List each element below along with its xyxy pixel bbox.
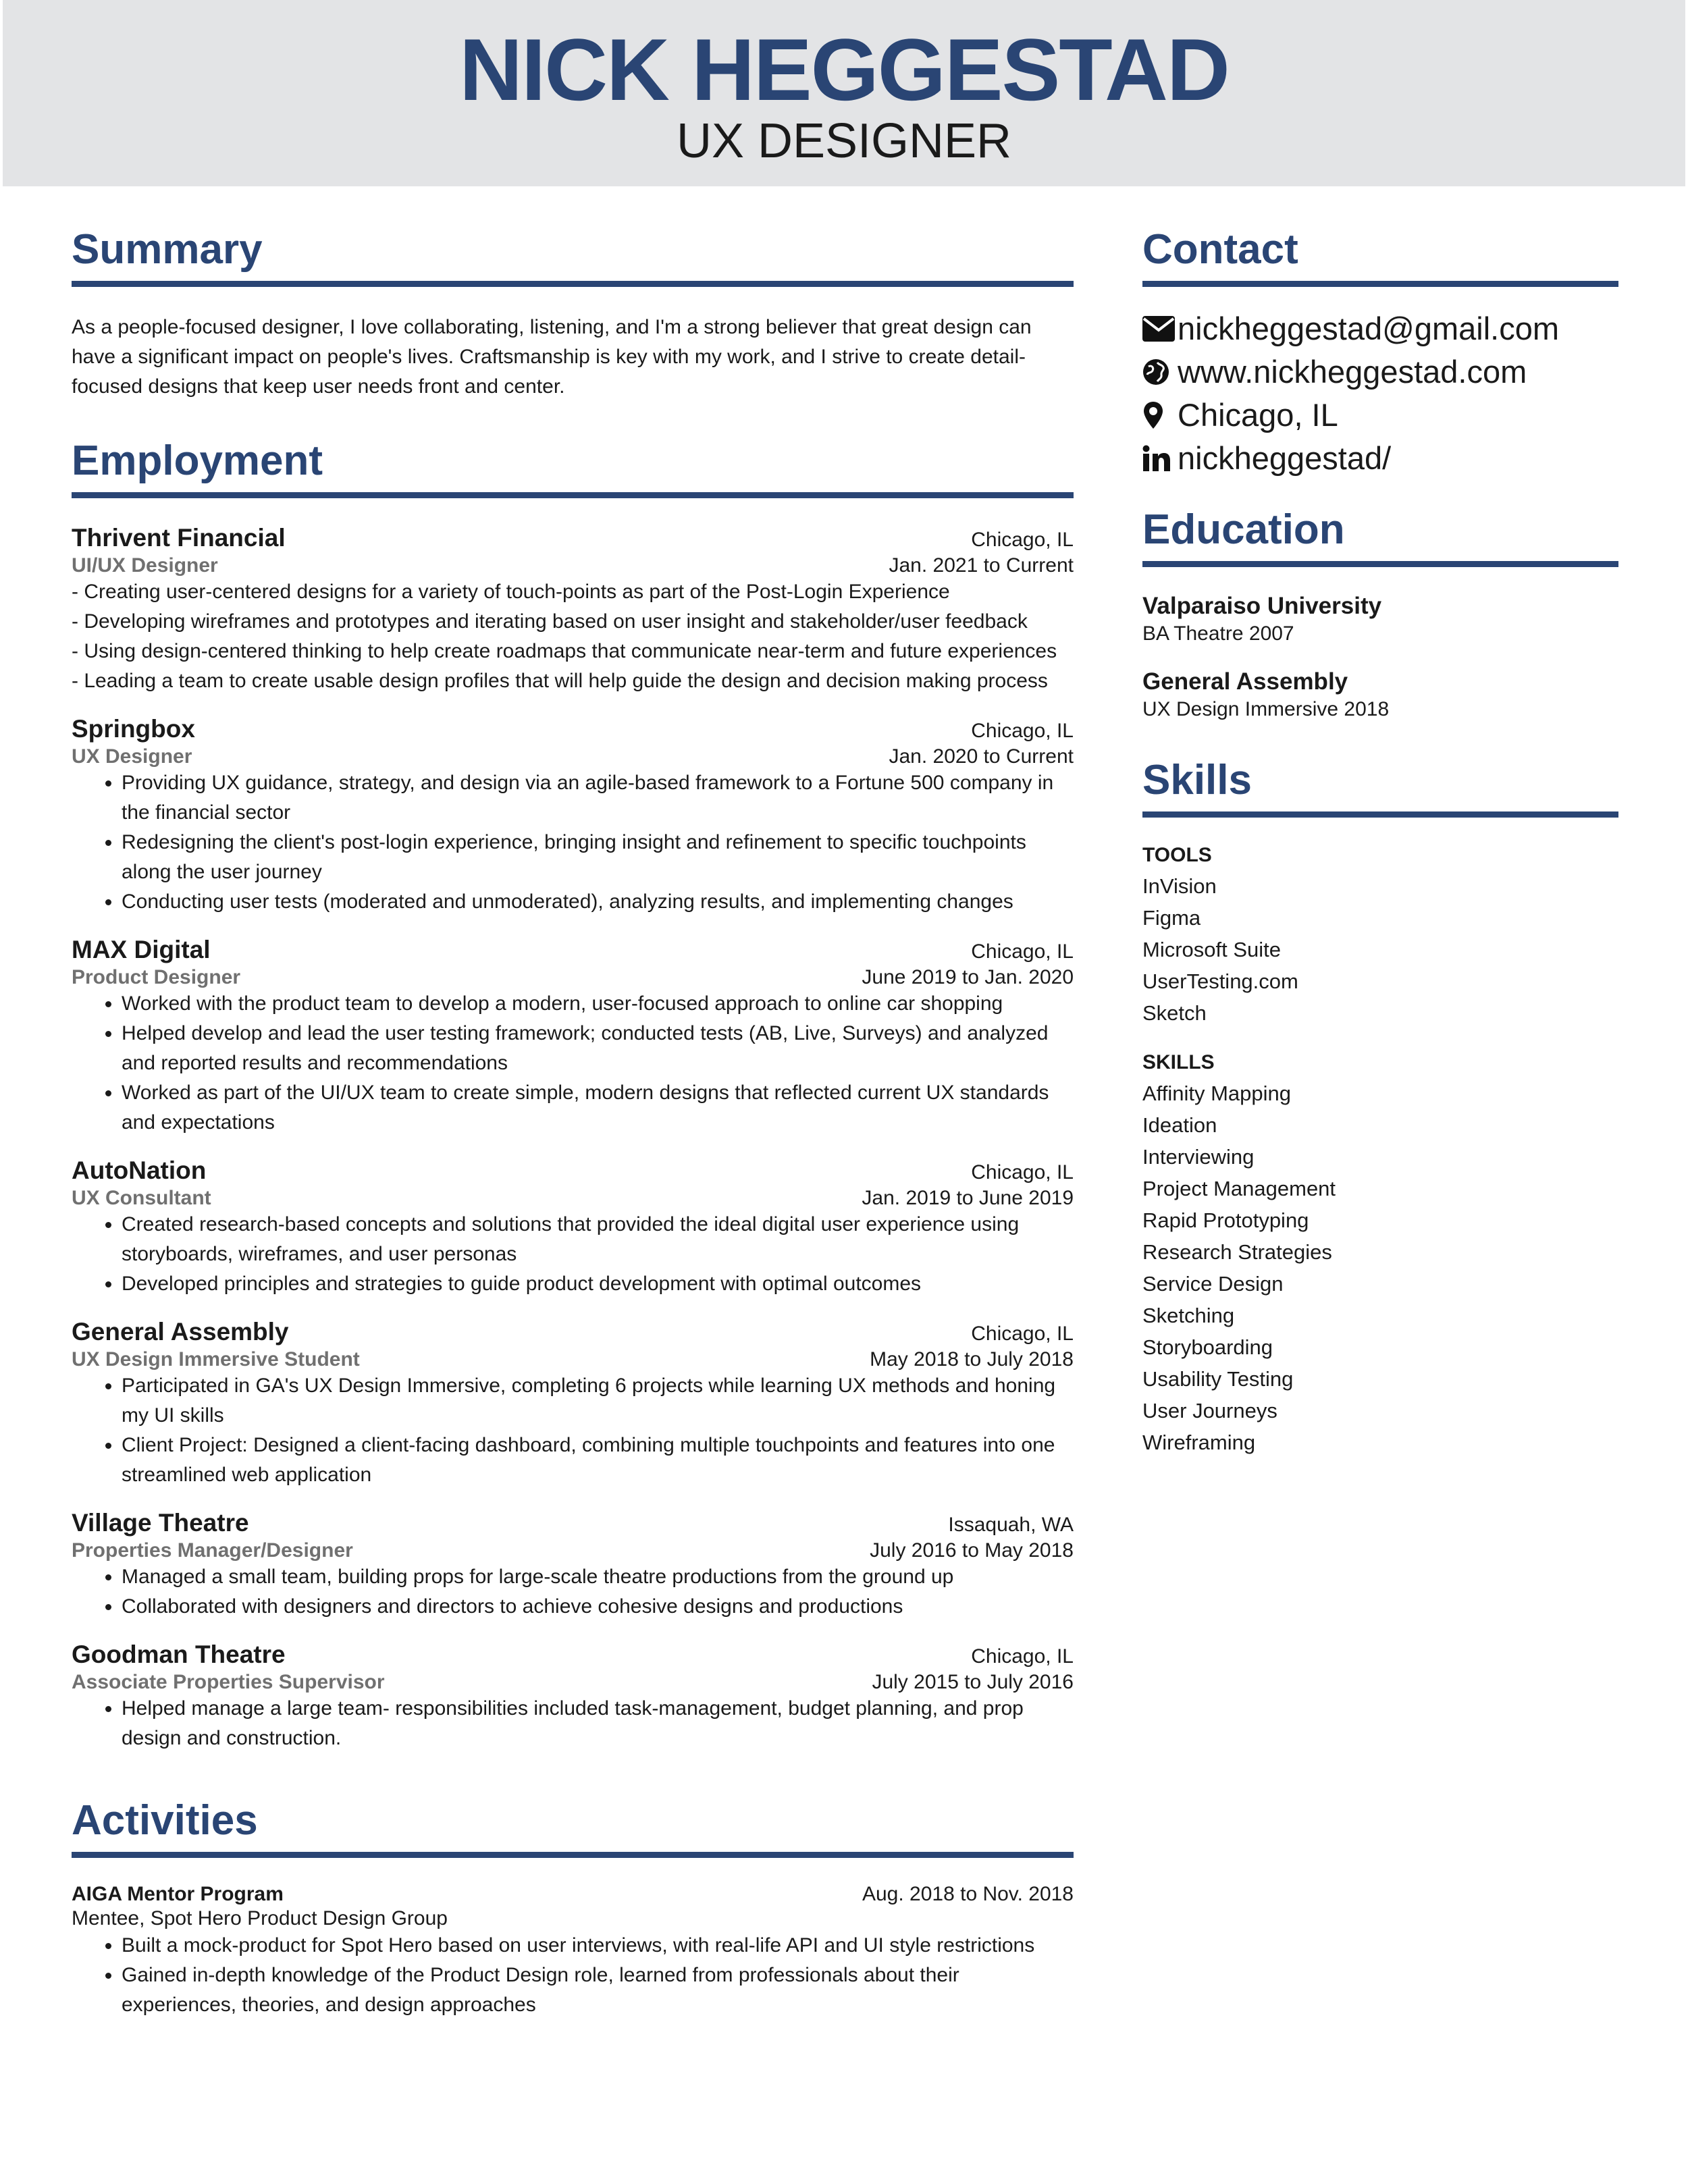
company-name: MAX Digital <box>72 936 211 963</box>
job-entry <box>72 1641 1074 1753</box>
contact-website[interactable] <box>1142 350 1618 394</box>
school-name: Valparaiso University <box>1142 593 1382 619</box>
job-title: UX Design Immersive Student <box>72 1348 360 1370</box>
job-entry <box>72 1509 1074 1622</box>
job-dates: June 2019 to Jan. 2020 <box>862 966 1074 988</box>
skills-group <box>1142 1048 1618 1458</box>
employment-title: Employment <box>72 437 323 484</box>
list-item: • Worked with the product team to develop a modern, user-focused approach to online car shopping <box>122 989 1074 1019</box>
degree-text: UX Design Immersive 2018 <box>1142 698 1390 720</box>
job-list <box>72 524 1074 1753</box>
activity-role: Mentee, Spot Hero Product Design Group <box>72 1907 448 1929</box>
skill-item: Affinity Mapping <box>1142 1082 1291 1105</box>
job-dates: July 2016 to May 2018 <box>870 1539 1074 1562</box>
list-item: - Using design-centered thinking to help create roadmaps that communicate near-term and future experiences <box>72 640 1057 662</box>
job-subheader-row <box>72 1187 1074 1210</box>
tools-list <box>1142 870 1618 1029</box>
skill-item: UserTesting.com <box>1142 969 1298 993</box>
skills-list <box>1142 1077 1618 1458</box>
envelope-icon <box>1142 311 1178 346</box>
summary-section <box>72 223 1074 402</box>
tools-group <box>1142 841 1618 1029</box>
email-link[interactable]: nickheggestad@gmail.com <box>1178 311 1559 346</box>
skill-item: Storyboarding <box>1142 1335 1273 1359</box>
company-name: AutoNation <box>72 1156 207 1184</box>
job-title: UI/UX Designer <box>72 554 218 577</box>
company-name: General Assembly <box>72 1318 289 1346</box>
company-name: Goodman Theatre <box>72 1641 286 1668</box>
education-entry <box>1142 591 1618 647</box>
job-subheader-row <box>72 1671 1074 1694</box>
job-location: Chicago, IL <box>971 529 1074 551</box>
list-item: • Collaborated with designers and directors to achieve cohesive designs and productions <box>122 1592 1074 1622</box>
employment-section <box>72 434 1074 1753</box>
resume-header <box>3 0 1685 186</box>
list-item: • Created research-based concepts and solutions that provided the ideal digital user experience using storyboards, wireframes, and user personas <box>122 1210 1074 1269</box>
list-item: - Creating user-centered designs for a variety of touch-points as part of the Post-Login Experience <box>72 581 950 603</box>
skill-item: Sketch <box>1142 1001 1207 1025</box>
job-bullets <box>72 1371 1074 1490</box>
website-link[interactable]: www.nickheggestad.com <box>1178 354 1527 390</box>
list-item: • Helped develop and lead the user testing framework; conducted tests (AB, Live, Surveys) and analyzed and reported results and recommendations <box>122 1019 1074 1078</box>
list-item: • Conducting user tests (moderated and unmoderated), analyzing results, and implementing changes <box>122 887 1074 917</box>
list-item: • Client Project: Designed a client-facing dashboard, combining multiple touchpoints and features into one streamlined web application <box>122 1431 1074 1490</box>
contact-location <box>1142 394 1618 437</box>
list-item: • Managed a small team, building props for large-scale theatre productions from the ground up <box>122 1562 1074 1592</box>
list-item: • Built a mock-product for Spot Hero based on user interviews, with real-life API and UI style restrictions <box>122 1931 1074 1961</box>
job-entry <box>72 1156 1074 1299</box>
job-header-row <box>72 524 1074 554</box>
skill-item: Wireframing <box>1142 1431 1256 1454</box>
job-entry <box>72 1318 1074 1490</box>
contact-section <box>1142 223 1618 480</box>
job-duties <box>72 577 1074 696</box>
degree-text: BA Theatre 2007 <box>1142 622 1294 645</box>
job-dates: May 2018 to July 2018 <box>870 1348 1074 1370</box>
job-location: Chicago, IL <box>971 720 1074 742</box>
skill-item: Microsoft Suite <box>1142 938 1282 961</box>
globe-icon <box>1142 354 1178 390</box>
linkedin-icon <box>1142 441 1178 476</box>
contact-title: Contact <box>1142 226 1298 273</box>
job-bullets <box>72 989 1074 1138</box>
job-bullets <box>72 768 1074 917</box>
list-item: • Developed principles and strategies to guide product development with optimal outcomes <box>122 1269 1074 1299</box>
candidate-role: UX DESIGNER <box>676 114 1012 168</box>
contact-linkedin[interactable] <box>1142 437 1618 480</box>
section-divider <box>72 281 1074 287</box>
activity-name: AIGA Mentor Program <box>72 1883 284 1905</box>
section-divider <box>1142 811 1618 818</box>
job-title: Associate Properties Supervisor <box>72 1671 385 1693</box>
job-bullets <box>72 1694 1074 1753</box>
skill-item: User Journeys <box>1142 1399 1277 1422</box>
job-subheader-row <box>72 1539 1074 1562</box>
summary-title: Summary <box>72 226 263 273</box>
job-entry <box>72 524 1074 696</box>
skill-item: Figma <box>1142 906 1201 930</box>
skill-item: Interviewing <box>1142 1145 1255 1169</box>
candidate-name: NICK HEGGESTAD <box>459 20 1229 119</box>
list-item: • Providing UX guidance, strategy, and design via an agile-based framework to a Fortune 500 company in the financial sector <box>122 768 1074 828</box>
job-subheader-row <box>72 554 1074 577</box>
list-item: - Leading a team to create usable design profiles that will help guide the design and decision making process <box>72 670 1048 692</box>
section-divider <box>72 492 1074 498</box>
job-bullets <box>72 1210 1074 1299</box>
right-column <box>1142 223 1618 1458</box>
job-dates: Jan. 2020 to Current <box>889 745 1074 768</box>
job-title: Properties Manager/Designer <box>72 1539 353 1562</box>
job-subheader-row <box>72 966 1074 989</box>
job-subheader-row <box>72 745 1074 768</box>
activity-header <box>72 1882 1074 1907</box>
skill-item: Sketching <box>1142 1304 1235 1327</box>
school-name: General Assembly <box>1142 668 1348 695</box>
job-dates: July 2015 to July 2016 <box>872 1671 1074 1693</box>
education-entry <box>1142 667 1618 722</box>
job-dates: Jan. 2021 to Current <box>889 554 1074 577</box>
linkedin-link[interactable]: nickheggestad/ <box>1178 440 1392 476</box>
skill-item: Ideation <box>1142 1113 1217 1137</box>
section-divider <box>72 1852 1074 1858</box>
summary-text: As a people-focused designer, I love collaborating, listening, and I'm a strong believer that great design can have a significant impact on people's lives. Craftsmanship is key with my work, and I strive to create detail-focused designs that keep user needs front and center. <box>72 316 1032 398</box>
skill-item: InVision <box>1142 874 1217 898</box>
job-location: Chicago, IL <box>971 1161 1074 1183</box>
list-item: • Redesigning the client's post-login experience, bringing insight and refinement to specific touchpoints along the user journey <box>122 828 1074 887</box>
company-name: Village Theatre <box>72 1509 249 1537</box>
skills-heading: SKILLS <box>1142 1051 1215 1073</box>
contact-email[interactable] <box>1142 307 1618 350</box>
job-header-row <box>72 1509 1074 1539</box>
job-location: Issaquah, WA <box>948 1514 1074 1536</box>
job-header-row <box>72 1318 1074 1348</box>
job-title: UX Designer <box>72 745 192 768</box>
job-dates: Jan. 2019 to June 2019 <box>862 1187 1074 1209</box>
activities-section <box>72 1794 1074 2020</box>
section-divider <box>1142 561 1618 567</box>
job-header-row <box>72 1156 1074 1187</box>
skills-title: Skills <box>1142 757 1252 803</box>
skill-item: Service Design <box>1142 1272 1284 1296</box>
section-divider <box>1142 281 1618 287</box>
job-bullets <box>72 1562 1074 1622</box>
map-pin-icon <box>1142 398 1178 433</box>
list-item: - Developing wireframes and prototypes and iterating based on user insight and stakeholder/user feedback <box>72 610 1028 633</box>
list-item: • Helped manage a large team- responsibilities included task-management, budget planning, and prop design and construction. <box>122 1694 1074 1753</box>
job-header-row <box>72 936 1074 966</box>
tools-heading: TOOLS <box>1142 844 1212 866</box>
company-name: Springbox <box>72 715 195 743</box>
list-item: • Participated in GA's UX Design Immersive, completing 6 projects while learning UX methods and honing my UI skills <box>122 1371 1074 1431</box>
skill-item: Research Strategies <box>1142 1240 1332 1264</box>
job-location: Chicago, IL <box>971 1323 1074 1345</box>
job-location: Chicago, IL <box>971 1645 1074 1668</box>
education-section <box>1142 503 1618 722</box>
job-subheader-row <box>72 1348 1074 1371</box>
job-header-row <box>72 1641 1074 1671</box>
job-title: Product Designer <box>72 966 241 988</box>
activity-bullets <box>72 1931 1074 2020</box>
contact-list <box>1142 307 1618 480</box>
skills-section <box>1142 753 1618 1458</box>
job-location: Chicago, IL <box>971 940 1074 963</box>
job-entry <box>72 715 1074 917</box>
skill-item: Project Management <box>1142 1177 1336 1200</box>
list-item: • Gained in-depth knowledge of the Product Design role, learned from professionals about their experiences, theories, and design approaches <box>122 1961 1074 2020</box>
job-header-row <box>72 715 1074 745</box>
skill-item: Rapid Prototyping <box>1142 1208 1309 1232</box>
activity-dates: Aug. 2018 to Nov. 2018 <box>862 1883 1074 1905</box>
company-name: Thrivent Financial <box>72 524 286 552</box>
education-title: Education <box>1142 506 1345 553</box>
job-title: UX Consultant <box>72 1187 211 1209</box>
activities-title: Activities <box>72 1797 258 1844</box>
skill-item: Usability Testing <box>1142 1367 1294 1391</box>
left-column <box>72 223 1074 2020</box>
job-entry <box>72 936 1074 1138</box>
location-text: Chicago, IL <box>1178 397 1338 433</box>
list-item: • Worked as part of the UI/UX team to create simple, modern designs that reflected current UX standards and expectations <box>122 1078 1074 1138</box>
